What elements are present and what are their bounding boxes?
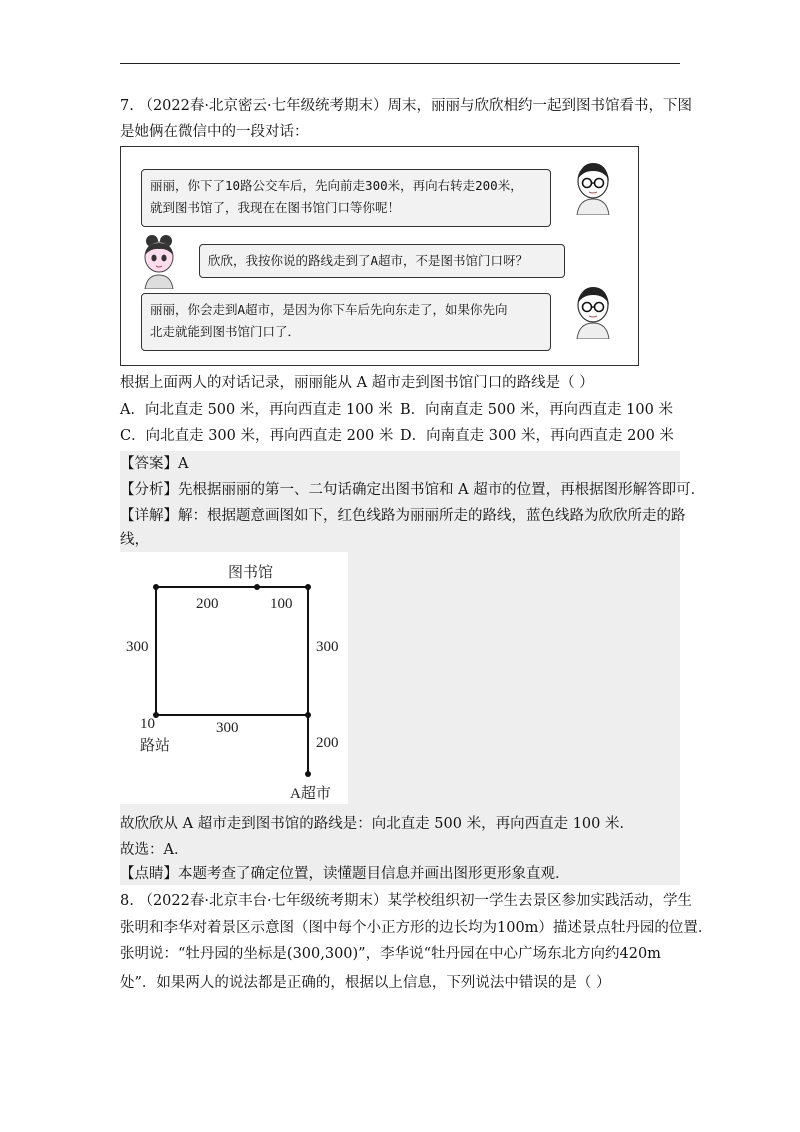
label-300-left: 300	[126, 639, 149, 655]
option-d: D．向南直走 300 米，再向西直走 200 米	[400, 428, 674, 444]
corner-point	[305, 584, 311, 590]
route-diagram	[120, 552, 348, 804]
chat-bubble-xinxin	[199, 244, 565, 278]
q8-line-2: 张明和李华对着景区示意图（图中每个小正方形的边长均为100m）描述景点牡丹园的位置．	[120, 920, 713, 936]
label-300-bottom: 300	[216, 720, 239, 736]
route-diagram-svg	[120, 552, 348, 804]
chat-line: 丽丽，你下了10路公交车后，先向前走300米，再向右转走200米，	[150, 178, 523, 193]
detail-line-2: 线，	[120, 532, 149, 548]
label-200-bottom: 200	[316, 735, 339, 751]
chat-bubble-lili-1	[141, 169, 551, 227]
label-station-number: 10	[140, 716, 155, 732]
analysis: 【分析】先根据丽丽的第一、二句话确定出图书馆和 A 超市的位置，再根据图形解答即可．	[120, 482, 706, 498]
q8-line-1: 8. （2022春·北京丰台·七年级统考期末）某学校组织初一学生去景区参加实践活动，学生	[120, 893, 693, 909]
chat-line: 丽丽，你会走到A超市，是因为你下车后先向东走了，如果你先向	[150, 302, 508, 317]
label-library: 图书馆	[228, 565, 274, 581]
lili-avatar	[569, 159, 617, 215]
q7-question: 根据上面两人的对话记录，丽丽能从 A 超市走到图书馆门口的路线是（ ）	[120, 375, 594, 391]
q8-line-3: 张明说：“牡丹园的坐标是(300,300)”，李华说“牡丹园在中心广场东北方向约420m	[120, 946, 661, 962]
xinxin-avatar	[135, 233, 183, 289]
option-a: A．向北直走 500 米，再向西直走 100 米	[120, 402, 393, 418]
market-point	[305, 771, 311, 777]
q7-header: 7. （2022春·北京密云·七年级统考期末）周末，丽丽与欣欣相约一起到图书馆看书，下图	[120, 98, 693, 114]
choose: 故选：A．	[120, 842, 189, 858]
corner-point	[153, 584, 159, 590]
header-rule	[120, 63, 680, 64]
option-b: B．向南直走 500 米，再向西直走 100 米	[400, 402, 673, 418]
chat-line: 就到图书馆了，我现在在图书馆门口等你呢！	[150, 200, 401, 215]
lili-avatar	[569, 283, 617, 339]
comment: 【点睛】本题考查了确定位置，读懂题目信息并画出图形更形象直观．	[120, 866, 570, 882]
chat-line: 北走就能到图书馆门口了．	[150, 324, 301, 339]
label-200-top: 200	[196, 596, 219, 612]
conclusion: 故欣欣从 A 超市走到图书馆的路线是：向北直走 500 米，再向西直走 100 米．	[120, 816, 634, 832]
corner-point	[305, 712, 311, 718]
library-point	[254, 584, 260, 590]
q7-header-cont: 是她俩在微信中的一段对话：	[120, 124, 309, 140]
label-100-top: 100	[270, 596, 293, 612]
option-c: C．向北直走 300 米，再向西直走 200 米	[120, 428, 394, 444]
label-300-right: 300	[316, 639, 339, 655]
chat-bubble-lili-2	[141, 293, 551, 351]
label-market: A超市	[290, 786, 331, 802]
chat-line: 欣欣，我按你说的路线走到了A超市，不是图书馆门口呀？	[208, 253, 529, 268]
answer: 【答案】A	[120, 456, 189, 472]
detail-line-1: 【详解】解：根据题意画图如下，红色线路为丽丽所走的路线，蓝色线路为欣欣所走的路	[120, 508, 686, 524]
label-station: 路站	[140, 738, 171, 754]
q8-line-4: 处”．如果两人的说法都是正确的，根据以上信息，下列说法中错误的是（ ）	[120, 975, 611, 991]
chat-dialog	[120, 146, 639, 366]
